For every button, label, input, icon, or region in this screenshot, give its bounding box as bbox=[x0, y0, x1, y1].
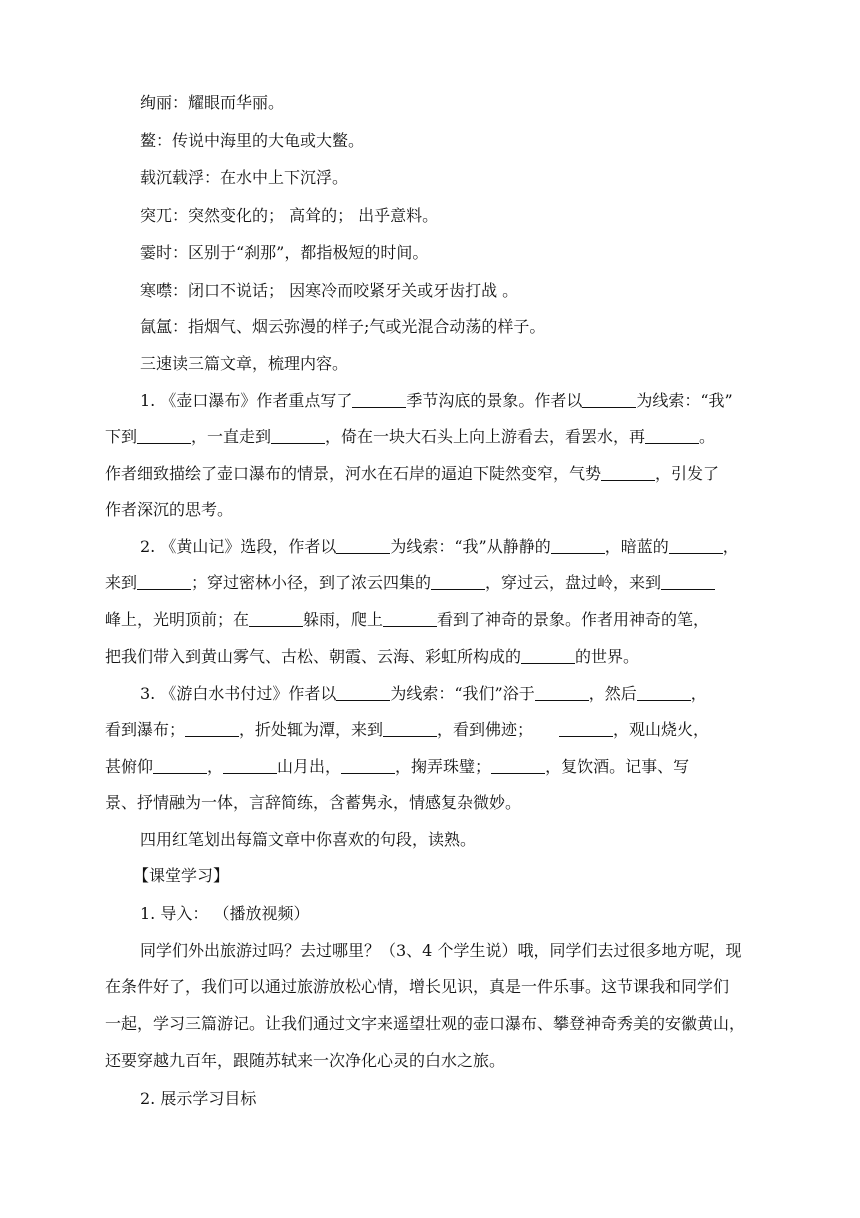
fill-blank[interactable] bbox=[185, 720, 239, 737]
item2-line: 把我们带入到黄山雾气、古松、朝霞、云海、彩虹所构成的 的世界。 bbox=[105, 647, 640, 666]
classroom-heading: 【课堂学习】 bbox=[133, 866, 230, 885]
step-heading: 2. 展示学习目标 bbox=[140, 1089, 257, 1108]
fill-blank[interactable] bbox=[223, 757, 277, 774]
fill-blank[interactable] bbox=[271, 427, 325, 444]
fill-blank[interactable] bbox=[521, 647, 575, 664]
intro-paragraph-line: 还要穿越九百年，跟随苏轼来一次净化心灵的白水之旅。 bbox=[105, 1051, 506, 1070]
fill-blank[interactable] bbox=[559, 720, 613, 737]
glossary-item: 寒噤：闭口不说话； 因寒冷而咬紧牙关或牙齿打战 。 bbox=[140, 281, 519, 300]
fill-blank[interactable] bbox=[661, 573, 715, 590]
fill-blank[interactable] bbox=[645, 427, 699, 444]
fill-blank[interactable] bbox=[637, 684, 691, 701]
item2-line: 2. 《黄山记》选段，作者以 为线索：“我”从静静的 ，暗蓝的 ， bbox=[140, 537, 739, 556]
fill-blank[interactable] bbox=[137, 427, 191, 444]
step-heading: 1. 导入： （播放视频） bbox=[140, 904, 310, 923]
item3-line: 看到瀑布； ，折处辄为潭，来到 ，看到佛迹； ，观山烧火， bbox=[105, 720, 710, 739]
fill-blank[interactable] bbox=[431, 573, 485, 590]
item3-line: 甚俯仰 ， 山月出， ，掬弄珠璧； ，复饮酒。记事、写 bbox=[105, 757, 690, 776]
intro-paragraph-line: 在条件好了，我们可以通过旅游放松心情，增长见识，真是一件乐事。这节课我和同学们 bbox=[105, 977, 730, 996]
intro-paragraph-line: 同学们外出旅游过吗？去过哪里？（3、4 个学生说）哦，同学们去过很多地方呢，现 bbox=[140, 941, 742, 960]
fill-blank[interactable] bbox=[491, 757, 545, 774]
section-heading: 四用红笔划出每篇文章中你喜欢的句段，读熟。 bbox=[140, 830, 477, 849]
glossary-item: 鳌：传说中海里的大龟或大鳖。 bbox=[140, 131, 365, 150]
intro-paragraph-line: 一起，学习三篇游记。让我们通过文字来遥望壮观的壶口瀑布、攀登神奇秀美的安徽黄山， bbox=[105, 1014, 746, 1033]
fill-blank[interactable] bbox=[336, 684, 390, 701]
fill-blank[interactable] bbox=[336, 537, 390, 554]
item3-line: 3. 《游白水书付过》作者以 为线索：“我们”浴于 ，然后 ， bbox=[140, 684, 707, 703]
item1-line: 作者深沉的思考。 bbox=[105, 500, 234, 519]
glossary-item: 绚丽：耀眼而华丽。 bbox=[140, 93, 285, 112]
item3-line: 景、抒情融为一体，言辞简练，含蓄隽永，情感复杂微妙。 bbox=[105, 793, 522, 812]
section-heading: 三速读三篇文章，梳理内容。 bbox=[140, 354, 349, 373]
fill-blank[interactable] bbox=[582, 391, 636, 408]
fill-blank[interactable] bbox=[383, 610, 437, 627]
item2-line: 峰上，光明顶前；在 躲雨，爬上 看到了神奇的景象。作者用神奇的笔， bbox=[105, 610, 710, 629]
fill-blank[interactable] bbox=[551, 537, 605, 554]
glossary-item: 霎时：区别于“刹那”，都指极短的时间。 bbox=[140, 243, 429, 262]
fill-blank[interactable] bbox=[153, 757, 207, 774]
fill-blank[interactable] bbox=[352, 391, 406, 408]
fill-blank[interactable] bbox=[383, 720, 437, 737]
glossary-item: 突兀：突然变化的； 高耸的； 出乎意料。 bbox=[140, 206, 439, 225]
item2-line: 来到 ；穿过密林小径，到了浓云四集的 ，穿过云，盘过岭，来到 bbox=[105, 572, 755, 594]
fill-blank[interactable] bbox=[249, 610, 303, 627]
item1-line: 作者细致描绘了壶口瀑布的情景，河水在石岸的逼迫下陡然变窄，气势 ，引发了 bbox=[105, 464, 720, 483]
item1-line: 1. 《壶口瀑布》作者重点写了 季节沟底的景象。作者以 为线索：“我” bbox=[140, 391, 733, 410]
fill-blank[interactable] bbox=[601, 464, 655, 481]
fill-blank[interactable] bbox=[535, 684, 589, 701]
fill-blank[interactable] bbox=[341, 757, 395, 774]
item1-line: 下到 ，一直走到 ，倚在一块大石头上向上游看去，看罢水，再 。 bbox=[105, 427, 716, 446]
glossary-item: 载沉载浮：在水中上下沉浮。 bbox=[140, 168, 349, 187]
fill-blank[interactable] bbox=[137, 573, 191, 590]
glossary-item: 氤氲：指烟气、烟云弥漫的样子;气或光混合动荡的样子。 bbox=[140, 317, 546, 336]
fill-blank[interactable] bbox=[669, 537, 723, 554]
